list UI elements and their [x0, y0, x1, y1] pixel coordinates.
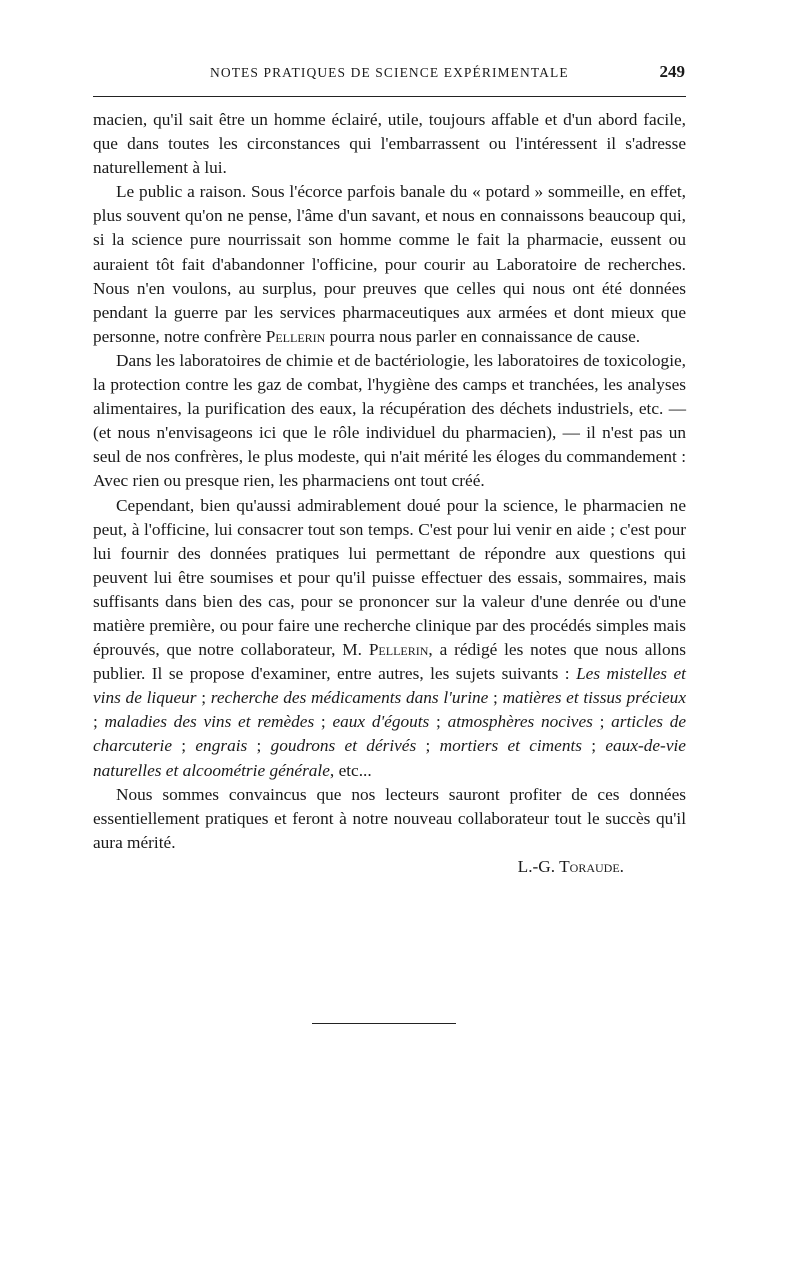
author-name: Pellerin: [368, 640, 429, 660]
topic: goudrons et dérivés: [270, 736, 417, 756]
topic: atmosphères nocives: [447, 712, 593, 732]
paragraph-2: Le public a raison. Sous l'écorce parfois banale du « potard » sommeille, en effet, plus souvent qu'on ne pense, l'âme d'un savant, et nous en connaissons beaucoup qui, si la science pure nourrissait son homme comme le fait la pharmacie, eussent ou auraient tôt fait d'abandonner l'officine, pour courir au Laboratoire de recherches. Nous n'en voulons, au surplus, pour preuves que celles qui nous ont été données pendant la guerre par les services pharmaceutiques aux armées et dont mieux que personne, notre confrère Pellerin pourra nous parler en connaissance de cause.: [93, 182, 686, 346]
paragraph-5: Nous sommes convaincus que nos lecteurs sauront profiter de ces données essentiellement pratiques et feront à notre nouveau collaborateur tout le succès qu'il aura mérité.: [93, 784, 686, 852]
paragraph-4: Cependant, bien qu'aussi admirablement doué pour la science, le pharmacien ne peut, à l'officine, lui consacrer tout son temps. C'est pour lui venir en aide ; c'est pour lui fournir des données pratiques lui permettant de répondre aux questions qui peuvent lui être soumises et pour qu'il puisse effectuer des essais, sommaires, mais suffisants dans bien des cas, pour se prononcer sur la valeur d'une denrée ou d'une matière première, ou pour faire une recherche clinique par des procédés simples mais éprouvés, que notre collaborateur, M. Pellerin, a rédigé les notes que nous allons publier. Il se propose d'examiner, entre autres, les sujets suivants : Les mistelles et vins de liqueur ; recherche des médicaments dans l'urine ; matières et tissus précieux ; maladies des vins et remèdes ; eaux d'égouts ; atmosphères nocives ; articles de charcuterie ; engrais ; goudrons et dérivés ; mortiers et ciments ; eaux-de-vie naturelles et alcoométrie générale, etc...: [93, 495, 687, 780]
signature: L.-G. Toraude.: [517, 856, 624, 876]
topic: mortiers et ciments: [439, 736, 582, 756]
topic: matières et tissus précieux: [502, 688, 686, 708]
header-rule: [93, 96, 686, 97]
topic: eaux d'égouts: [332, 712, 430, 732]
author-name: Pellerin: [265, 326, 326, 346]
running-header: [93, 62, 693, 86]
running-title: NOTES PRATIQUES DE SCIENCE EXPÉRIMENTALE: [210, 65, 569, 80]
end-rule: [312, 1023, 456, 1024]
paragraph-1: macien, qu'il sait être un homme éclairé, utile, toujours affable et d'un abord facile, que dans toutes les circonstances qui l'embarrassent ou l'intéressent il s'adresse naturellement à lui.: [93, 110, 686, 178]
topic: engrais: [195, 736, 248, 756]
topic: maladies des vins et remèdes: [104, 712, 315, 732]
page-number: 249: [659, 62, 685, 81]
topic: Les mistelles et vins de liqueur: [93, 664, 686, 708]
topic: recherche des médicaments dans l'urine: [210, 688, 489, 708]
paragraph-3: Dans les laboratoires de chimie et de bactériologie, les laboratoires de toxicologie, la protection contre les gaz de combat, l'hygiène des camps et tranchées, les analyses alimentaires, la purification des eaux, la récupération des déchets industriels, etc. — (et nous n'envisageons ici que le rôle individuel du pharmacien), — il n'est pas un seul de nos confrères, le plus modeste, qui n'ait mérité les éloges du commandement : Avec rien ou presque rien, les pharmaciens ont tout créé.: [93, 350, 686, 491]
topic: eaux-de-vie naturelles et alcoométrie générale: [93, 736, 686, 780]
topic: articles de charcuterie: [93, 712, 687, 756]
article-body: [93, 108, 686, 879]
